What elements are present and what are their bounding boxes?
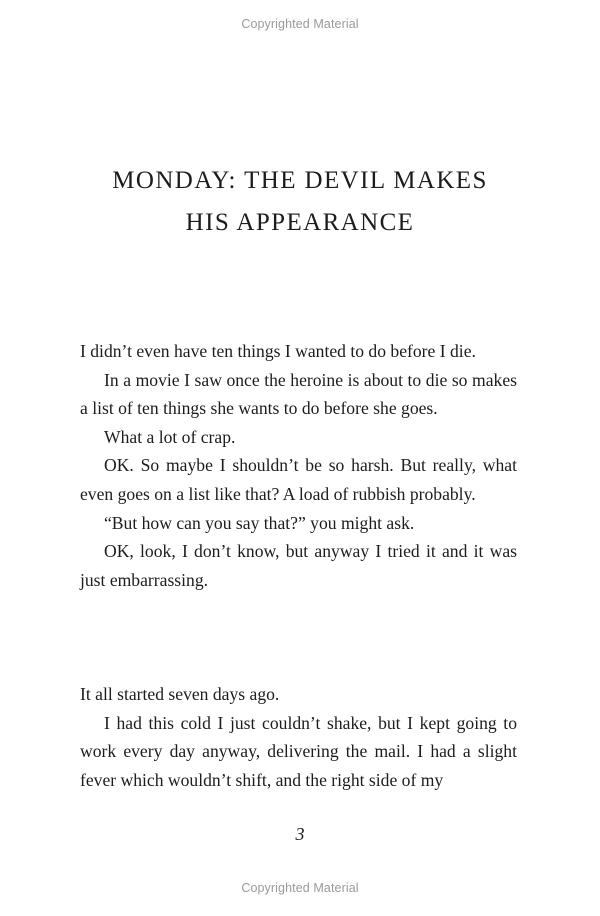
paragraph-6: OK, look, I don’t know, but anyway I tried it and it was just embarrassing. [80, 541, 517, 590]
paragraph-3: What a lot of crap. [104, 426, 236, 447]
paragraph-1: I didn’t even have ten things I wanted to do before I die. [80, 341, 476, 361]
body-text-section-1 [80, 337, 517, 594]
copyright-watermark-top: Copyrighted Material [241, 17, 359, 31]
paragraph-8: I had this cold I just couldn’t shake, but I kept going to work every day anyway, delivering the mail. I had a slight fever which wouldn’t shift, and the right side of my [80, 712, 517, 790]
copyright-watermark-bottom: Copyrighted Material [241, 881, 359, 895]
paragraph-4: OK. So maybe I shouldn’t be so harsh. But really, what even goes on a list like that? A load of rubbish probably. [80, 455, 517, 504]
page-number: 3 [295, 824, 305, 844]
body-text-section-2 [80, 680, 517, 794]
paragraph-7: It all started seven days ago. [80, 684, 280, 704]
chapter-title-line-1: MONDAY: THE DEVIL MAKES [112, 167, 488, 194]
paragraph-5: “But how can you say that?” you might ask. [104, 512, 415, 533]
chapter-title [0, 160, 600, 244]
paragraph-2: In a movie I saw once the heroine is about to die so makes a list of ten things she wants to do before she goes. [80, 369, 517, 419]
chapter-title-line-2: HIS APPEARANCE [185, 209, 415, 236]
